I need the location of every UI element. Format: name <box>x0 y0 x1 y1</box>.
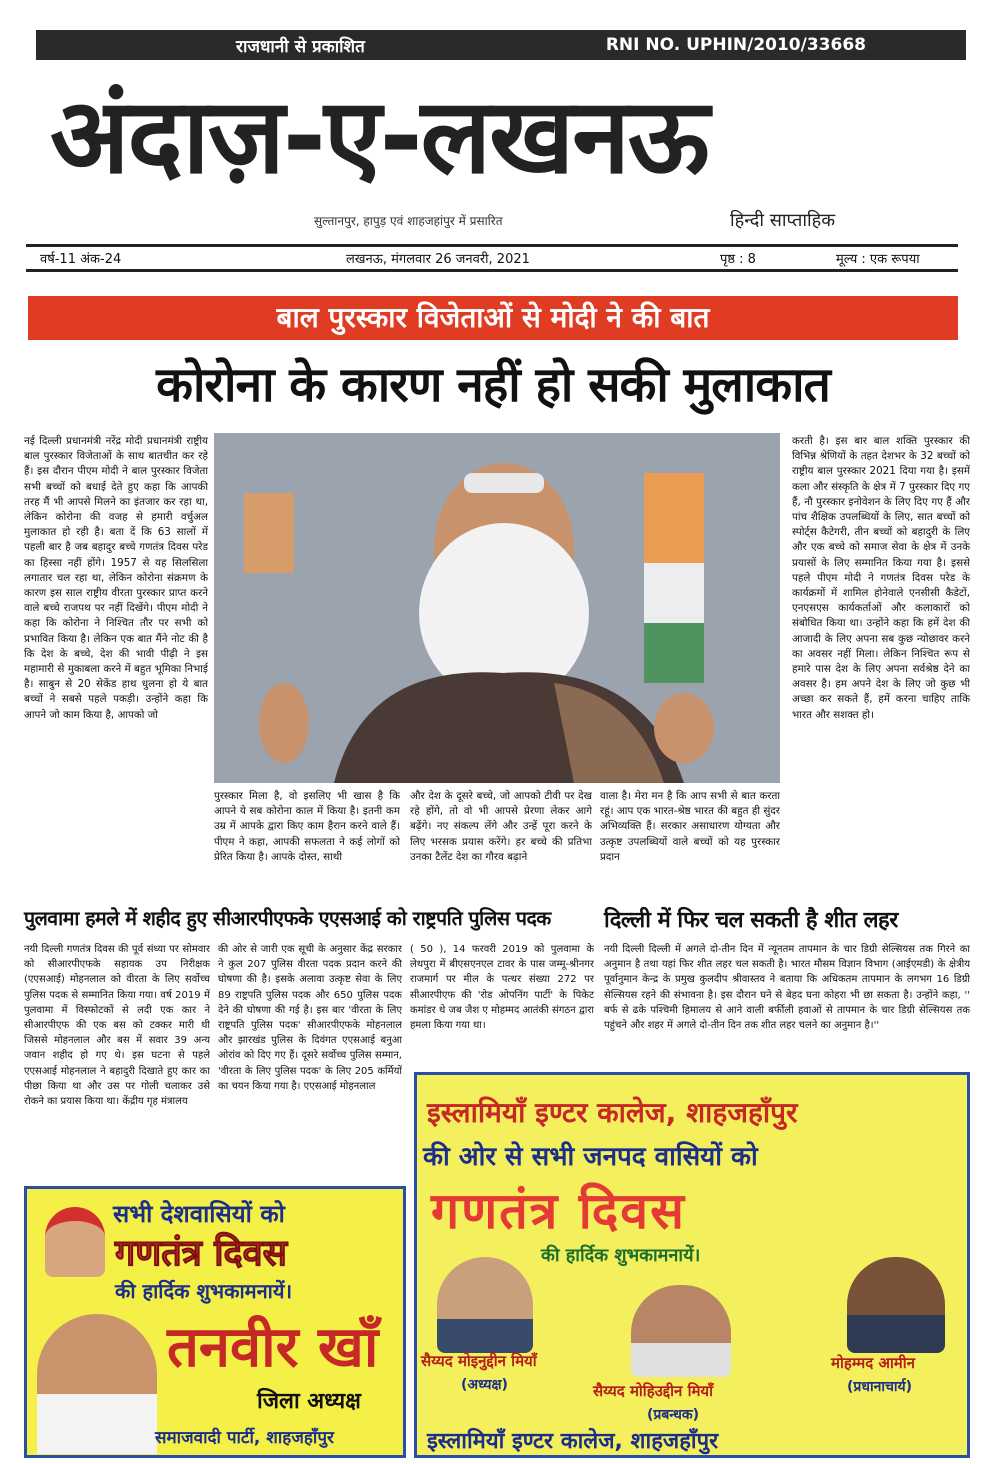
ad-right-line3: गणतंत्र दिवस <box>431 1182 686 1240</box>
leader-photo-small <box>45 1207 105 1277</box>
story2-column-1: नयी दिल्ली गणतंत्र दिवस की पूर्व संध्या पर सोमवार को सीआरपीएफके सहायक उप निरीक्षक (एएसआई) मोहनलाल को वीरता के लिए सर्वोच्च पुलिस पदक से सम्मानित किया गया। वर्ष 2019 में पुलवामा में विस्फोटकों से लदी एक कार ने सीआरपीएफ की एक बस को टक्कर मारी थी जिससे मोहनलाल और बस में सवार 39 अन्य जवान शहीद हो गए थे। इस घटना से पहले एएसआई मोहनलाल ने बहादुरी दिखाते हुए कार का पीछा किया था और उस पर गोली चलाकर उसे रोकने का प्रयास किया था। केंद्रीय गृह मंत्रालय <box>24 944 210 1108</box>
issue-info-bar <box>26 244 958 272</box>
price: मूल्य : एक रूपया <box>836 252 920 267</box>
lead-column-b3: और देश के दूसरे बच्चे, जो आपको टीवी पर देख रहे होंगे, तो वो भी आपसे प्रेरणा लेकर आगे बढ़ेंगे। नए संकल्प लेंगे और उन्हें पूरा करने के लिए भरसक प्रयास करेंगे। हर बच्चे की प्रतिभा उनका टैलेंट देश का गौरव बढ़ाने <box>410 790 592 863</box>
rni-number: RNI NO. UPHIN/2010/33668 <box>605 35 866 55</box>
person3-photo <box>847 1257 945 1353</box>
lead-column-left: नई दिल्ली प्रधानमंत्री नरेंद्र मोदी प्रधानमंत्री राष्ट्रीय बाल पुरस्कार विजेताओं के साथ बातचीत कर रहे हैं। इस दौरान पीएम मोदी ने बाल पुरस्कार विजेता सभी बच्चों को बधाई देते हुए कहा कि आपकी तरह मैं भी आपसे मिलने का इंतजार कर रहा था, लेकिन कोरोना की वजह से हमारी वर्चुअल मुलाकात हो रही है। बता दें कि 63 सालों में पहली बार है जब बहादुर बच्चे गणतंत्र दिवस परेड का हिस्सा नहीं होंगे। 1957 से यह सिलसिला लगातार चल रहा था, लेकिन कोरोना संक्रमण के कारण इस साल राष्ट्रीय वीरता पुरस्कार प्राप्त करने वाले बच्चे राजपथ पर नहीं दिखेंगे। पीएम मोदी ने कहा कि कोरोना ने निश्चित तौर पर सभी को प्रभावित किया है। लेकिन एक बात मैंने नोट की है कि देश के बच्चे, देश की भावी पीढ़ी ने इस महामारी से मुकाबला करने में बहुत भूमिका निभाई है। साबुन से 20 सेकेंड हाथ धुलना हो ये बात बच्चों ने सबसे पहले पकड़ी। उन्होंने कहा कि आपने जो काम किया है, आपको जो <box>24 435 208 721</box>
newspaper-title: अंदाज़-ए-लखनऊ <box>50 75 708 197</box>
published-from: राजधानी से प्रकाशित <box>236 36 365 57</box>
person2-photo <box>631 1285 731 1377</box>
ad-right-footer: इस्लामियाँ इण्टर कालेज, शाहजहाँपुर <box>427 1429 719 1454</box>
story3-headline: दिल्ली में फिर चल सकती है शीत लहर <box>604 908 898 933</box>
story2-column-2: की ओर से जारी एक सूची के अनुसार केंद्र सरकार ने कुल 207 पुलिस वीरता पदक प्रदान करने की घोषणा की है। इसके अलावा उत्कृष्ट सेवा के लिए 89 राष्ट्रपति पुलिस पदक और 650 पुलिस पदक देने की घोषणा की गई है। इस बार 'वीरता के लिए राष्ट्रपति पुलिस पदक' सीआरपीएफके मोहनलाल और झारखंड पुलिस के दिवंगत एएसआई बनुआ ओरांव को दिए गए हैं। दूसरे सर्वोच्च पुलिस सम्मान, 'वीरता के लिए पुलिस पदक' के लिए 205 कर्मियों का चयन किया गया है। एएसआई मोहनलाल <box>218 944 402 1092</box>
lead-column-right: करती है। इस बार बाल शक्ति पुरस्कार की विभिन्न श्रेणियों के तहत देशभर के 32 बच्चों को राष्ट्रीय बाल पुरस्कार 2021 दिया गया है। इसमें कला और संस्कृति के क्षेत्र में 7 पुरस्कार दिए गए हैं, नौ पुरस्कार इनोवेशन के लिए दिए गए हैं और पांच शैक्षिक उपलब्धियों के लिए, सात बच्चों को स्पोर्ट्स कैटेगरी, तीन बच्चों को बहादुरी के लिए और एक बच्चे को समाज सेवा के क्षेत्र में उनके प्रयासों के लिए सम्मानित किया गया है। इससे पहले पीएम मोदी ने गणतंत्र दिवस परेड के कार्यक्रमों में शामिल होनेवाले एनसीसी कैडेटों, एनएसएस कार्यकर्ताओं और कलाकारों को संबोधित किया था। उन्होंने कहा कि हमें देश की आजादी के लिए अपना सब कुछ न्योछावर करने का अवसर नहीं मिला। लेकिन निश्चित रूप से हमारे पास देश के लिए अपना सर्वश्रेष्ठ देने का अवसर है। हम अपने देश के लिए जो कुछ भी अच्छा कर सकते हैं, हमें करना चाहिए ताकि भारत और सशक्त हो। <box>792 435 970 721</box>
ad-islamiya-college <box>414 1072 970 1458</box>
ad-left-line3: की हार्दिक शुभकामनायें। <box>115 1279 293 1303</box>
modi-photo <box>214 433 780 783</box>
issue-date: लखनऊ, मंगलवार 26 जनवरी, 2021 <box>346 252 530 267</box>
person3-name: मोहम्मद आमीन <box>831 1354 915 1372</box>
weekly-label: हिन्दी साप्ताहिक <box>730 210 836 231</box>
story2-column-3: ( 50 ), 14 फरवरी 2019 को पुलवामा के लेथपुरा में बीएसएनएल टावर के पास जम्मू-श्रीनगर राजमार्ग पर मील के पत्थर संख्या 272 पर सीआरपीएफ की 'रोड ओपनिंग पार्टी' के पिकेट कमांडर थे जब जैश ए मोहम्मद आतंकी संगठन द्वारा हमला किया गया था। <box>410 944 594 1032</box>
page-count: पृष्ठ : 8 <box>720 252 756 267</box>
issue-number: वर्ष-11 अंक-24 <box>40 252 122 267</box>
story3-body: नयी दिल्ली दिल्ली में अगले दो-तीन दिन में न्यूनतम तापमान के चार डिग्री सेल्सियस तक गिरने का अनुमान है तथा यहां फिर शीत लहर चल सकती है। भारत मौसम विज्ञान विभाग (आईएमडी) के क्षेत्रीय पूर्वानुमान केन्द्र के प्रमुख कुलदीप श्रीवास्तव ने बताया कि अधिकतम तापमान के लगभग 16 डिग्री सेल्सियस रहने की संभावना है। इस दौरान घने से बेहद घना कोहरा भी छा सकता है। उन्होंने कहा, '' बर्फ से ढके पश्चिमी हिमालय से आने वाली बर्फीली हवाओं से तापमान के चार डिग्री सेल्सियस तक पहुंचने और शहर में अगले दो-तीन दिन तक शीत लहर चलने का अनुमान है।'' <box>604 944 970 1032</box>
modi-photo-illustration <box>214 433 780 783</box>
ad-samajwadi <box>24 1186 406 1458</box>
person2-name: सैय्यद मोहिउद्दीन मियाँ <box>593 1382 714 1400</box>
lead-kicker: बाल पुरस्कार विजेताओं से मोदी ने की बात <box>28 296 958 340</box>
lead-column-b4: वाला है। मेरा मन है कि आप सभी से बात करता रहूं। आप एक भारत-श्रेष्ठ भारत की बहुत ही सुंदर अभिव्यक्ति हैं। सरकार असाधारण योग्यता और उत्कृष्ट उपलब्धियों वाले बच्चों को यह पुरस्कार प्रदान <box>600 790 780 863</box>
lead-column-b2: पुरस्कार मिला है, वो इसलिए भी खास है कि आपने ये सब कोरोना काल में किया है। इतनी कम उम्र में आपके द्वारा किए काम हैरान करने वाले हैं। पीएम ने कहा, आपकी सफलता ने कई लोगों को प्रेरित किया है। आपके दोस्त, साथी <box>214 790 400 863</box>
tagline: सुल्तानपुर, हापुड़ एवं शाहजहांपुर में प्रसारित <box>314 214 503 228</box>
person3-role: (प्रधानाचार्य) <box>847 1379 913 1395</box>
candidate-photo <box>37 1314 157 1454</box>
person1-photo <box>437 1257 533 1353</box>
story2-headline: पुलवामा हमले में शहीद हुए सीआरपीएफके एएसआई को राष्ट्रपति पुलिस पदक <box>24 907 551 930</box>
ad-left-role: जिला अध्यक्ष <box>257 1389 361 1414</box>
ad-left-party: समाजवादी पार्टी, शाहजहाँपुर <box>155 1428 334 1448</box>
ad-left-line2: गणतंत्र दिवस <box>115 1233 288 1274</box>
ad-right-line4: की हार्दिक शुभकामनायें। <box>541 1245 701 1266</box>
ad-left-line1: सभी देशवासियों को <box>113 1200 285 1228</box>
person2-role: (प्रबन्धक) <box>647 1407 699 1423</box>
masthead <box>30 70 970 210</box>
person1-name: सैय्यद मोइनुद्दीन मियाँ <box>421 1352 537 1370</box>
ad-left-name: तनवीर खाँ <box>167 1315 379 1380</box>
masthead-topbar <box>36 30 966 60</box>
lead-headline: कोरोना के कारण नहीं हो सकी मुलाकात <box>156 357 830 413</box>
ad-right-line1: इस्लामियाँ इण्टर कालेज, शाहजहाँपुर <box>427 1096 798 1129</box>
person1-role: (अध्यक्ष) <box>461 1377 508 1393</box>
ad-right-line2: की ओर से सभी जनपद वासियों को <box>423 1142 758 1172</box>
